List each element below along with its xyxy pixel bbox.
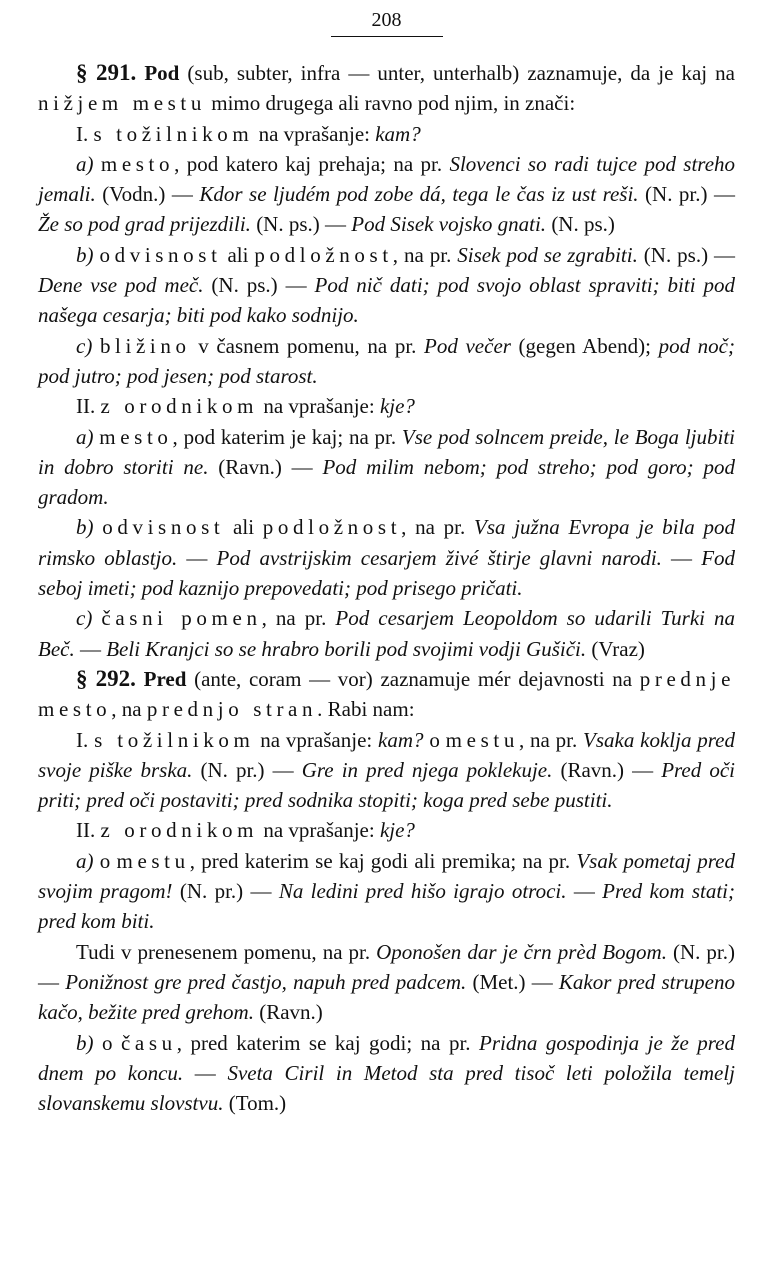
example-text: Slovenci so radi tujce pod streho jemali. — [38, 151, 736, 207]
text-run: ali — [221, 242, 255, 267]
text-run: (Tom.) — [223, 1091, 287, 1116]
paragraph — [38, 240, 735, 331]
example-text: Vsa južna Evropa je bila pod rimsko oblastjo. — [38, 515, 736, 570]
text-run: (gegen Abend); — [510, 333, 659, 358]
example-text: Pod milim nebom; pod streho; pod goro; pod gradom. — [38, 454, 735, 510]
text-run: (Met.) — — [466, 969, 559, 994]
paragraph — [38, 331, 735, 392]
text-run: , na pr. — [401, 515, 474, 540]
example-text: Dene vse pod meč. — [38, 273, 204, 298]
paragraph — [38, 664, 735, 725]
item-letter: c) — [76, 606, 93, 631]
text-run: — — [661, 545, 702, 570]
text-run: (N. pr.) — — [38, 939, 735, 994]
text-run: na vprašanje: — [258, 818, 380, 843]
text-run: Tudi v prenesenem pomenu, na pr. — [76, 939, 377, 964]
text-run: . Rabi nam: — [317, 697, 415, 722]
example-text: Ponižnost gre pred častjo, napuh pred padcem. — [65, 969, 467, 994]
example-text: kje? — [379, 818, 415, 843]
text-run: , na pr. — [261, 606, 336, 631]
text-run: — — [74, 636, 107, 661]
text-run: , na pr. — [518, 727, 584, 752]
example-text: Pred oči priti; pred oči postaviti; pred sodnika stopiti; koga pred sebe pustiti. — [38, 757, 735, 813]
text-run: (N. pr.) — — [638, 182, 735, 207]
paragraph — [38, 149, 735, 240]
spaced-term: časni pomen — [101, 606, 262, 631]
example-text: Beli Kranjci so se hrabro borili pod svojimi vodji Gušiči. — [106, 636, 587, 661]
spaced-term: mesto — [100, 151, 175, 176]
text-run: I. — [76, 121, 94, 146]
spaced-term: bližino — [99, 333, 191, 358]
text-run: (Vodn.) — — [95, 182, 200, 207]
spaced-term: nižjem mestu — [38, 91, 206, 116]
spaced-term: podložnost — [262, 515, 402, 540]
paragraph — [38, 846, 735, 937]
text-run: — — [177, 545, 217, 570]
paragraph — [38, 725, 735, 816]
example-text: Kakor pred strupeno kačo, bežite pred grehom. — [38, 969, 735, 1025]
text-run — [94, 515, 103, 539]
example-text: Kdor se ljudém pod zobe dá, tega le čas iz ust reši. — [199, 182, 639, 207]
spaced-term: prednjo stran — [146, 697, 318, 722]
text-run: na vprašanje: — [253, 121, 376, 146]
example-text: Vsaka koklja pred svoje piške brska. — [38, 727, 735, 782]
text-run: o — [93, 1030, 121, 1055]
paragraph — [38, 119, 735, 149]
text-run: (ante, coram — vor) zaznamuje mér dejavnosti na — [186, 666, 640, 691]
text-run: , pred katerim se kaj godi; na pr. — [176, 1030, 480, 1055]
item-letter: a) — [76, 424, 94, 449]
spaced-term: času — [120, 1030, 177, 1055]
paragraph — [38, 512, 735, 603]
spaced-term: mestu — [116, 848, 190, 873]
text-run: mimo drugega ali ravno pod njim, in znači: — [206, 91, 576, 116]
section-number: § 292. — [76, 665, 136, 691]
text-run: (sub, subter, infra — unter, unterhalb) zaznamuje, da je kaj na — [179, 61, 735, 85]
text-run: (N. ps.) — — [250, 212, 352, 237]
example-text: Pod Sisek vojsko gnati. — [351, 212, 547, 237]
text-run — [92, 334, 100, 358]
example-text: Vse pod solncem preide, le Boga ljubiti in dobro storiti ne. — [38, 424, 735, 479]
example-text: Sveta Ciril in Metod sta pred tisoč leti položila temelj slovanskemu slovstvu. — [38, 1060, 735, 1116]
paragraph — [38, 937, 735, 1028]
text-run: , pod katero kaj prehaja; na pr. — [174, 151, 450, 176]
text-run: v časnem pomenu, na pr. — [190, 333, 425, 358]
example-text: Pod avstrijskim cesarjem živé štirje glavni narodi. — [216, 545, 662, 570]
headword: Pred — [143, 666, 187, 691]
text-run: (Vraz) — [586, 636, 645, 661]
spaced-term: s tožilnikom — [94, 727, 255, 752]
text-run: (Ravn.) — — [552, 757, 662, 782]
item-letter: b) — [76, 1030, 94, 1055]
spaced-term: prednje mesto — [38, 666, 736, 722]
example-text: Fod seboj imeti; pod kaznijo prepovedati; pod prisego pričati. — [38, 545, 736, 601]
text-run: , pred katerim se kaj godi ali premika; na pr. — [189, 848, 577, 873]
example-text: Pridna gospodinja je že pred dnem po koncu. — [38, 1030, 735, 1085]
item-letter: a) — [76, 848, 94, 873]
text-run: II. — [76, 818, 101, 843]
example-text: kam? — [378, 727, 424, 752]
spaced-term: odvisnost — [99, 242, 222, 267]
section-number: § 291. — [76, 60, 137, 85]
paragraph — [38, 391, 735, 421]
text-run: (N. pr.) — — [172, 879, 279, 904]
text-run: II. — [76, 394, 101, 419]
text-run: ali — [224, 515, 263, 540]
example-text: Sisek pod se zgrabiti. — [457, 242, 638, 267]
text-run: na vprašanje: — [254, 727, 379, 752]
text-run: — — [566, 879, 603, 904]
item-letter: b) — [76, 515, 94, 540]
page-number: 208 — [371, 9, 402, 31]
text-run: (Ravn.) — [253, 1000, 323, 1025]
example-text: Pred kom stati; pred kom biti. — [38, 879, 735, 934]
example-text: kje? — [379, 394, 415, 419]
paragraph — [38, 1028, 735, 1119]
example-text: Že so pod grad prijezdili. — [38, 212, 251, 237]
spaced-term: podložnost — [254, 242, 393, 267]
paragraph — [38, 815, 735, 845]
spaced-term: mesto — [99, 424, 173, 449]
item-letter: a) — [76, 151, 94, 176]
spaced-term: z orodnikom — [100, 818, 259, 843]
paragraph — [38, 603, 735, 664]
text-run: (N. ps.) — — [637, 242, 736, 267]
header-rule — [331, 36, 443, 37]
item-letter: b) — [76, 242, 94, 267]
spaced-term: z orodnikom — [100, 394, 259, 419]
paragraph — [38, 422, 735, 513]
text-run: (Ravn.) — — [208, 454, 323, 479]
text-run: (N. ps.) — — [203, 273, 315, 298]
example-text: Na ledini pred hišo igrajo otroci. — [278, 879, 567, 904]
spaced-term: mestu — [445, 727, 519, 752]
text-run: o — [423, 727, 446, 752]
example-text: kam? — [375, 121, 421, 146]
text-run: I. — [76, 727, 95, 752]
text-run: , na pr. — [392, 242, 458, 267]
example-text: Pod nič dati; pod svojo oblast spraviti; biti pod našega cesarja; biti pod kako sodnijo. — [38, 273, 735, 328]
example-text: Oponošen dar je črn prèd Bogom. — [376, 939, 667, 964]
text-run: (N. pr.) — — [192, 757, 302, 782]
example-text: Gre in pred njega poklekuje. — [301, 757, 553, 782]
example-text: pod noč; pod jutro; pod jesen; pod starost. — [38, 333, 736, 388]
headword: Pod — [144, 61, 180, 85]
text-run: na vprašanje: — [258, 394, 380, 419]
example-text: Vsak pometaj pred svojim pragom! — [38, 848, 736, 904]
text-run: , na — [111, 697, 147, 722]
text-run: — — [183, 1060, 228, 1085]
text-run — [94, 152, 101, 176]
example-text: Pod večer — [424, 333, 511, 358]
text-run — [136, 667, 144, 691]
text-run: , pod katerim je kaj; na pr. — [172, 424, 402, 449]
body-text — [38, 58, 735, 1118]
spaced-term: s tožilnikom — [93, 121, 254, 146]
item-letter: c) — [76, 333, 93, 358]
example-text: Pod cesarjem Leopoldom so udarili Turki na Beč. — [38, 606, 736, 661]
text-run: (N. ps.) — [546, 212, 615, 237]
paragraph — [38, 58, 735, 119]
text-run: o — [93, 848, 117, 873]
spaced-term: odvisnost — [102, 515, 225, 540]
